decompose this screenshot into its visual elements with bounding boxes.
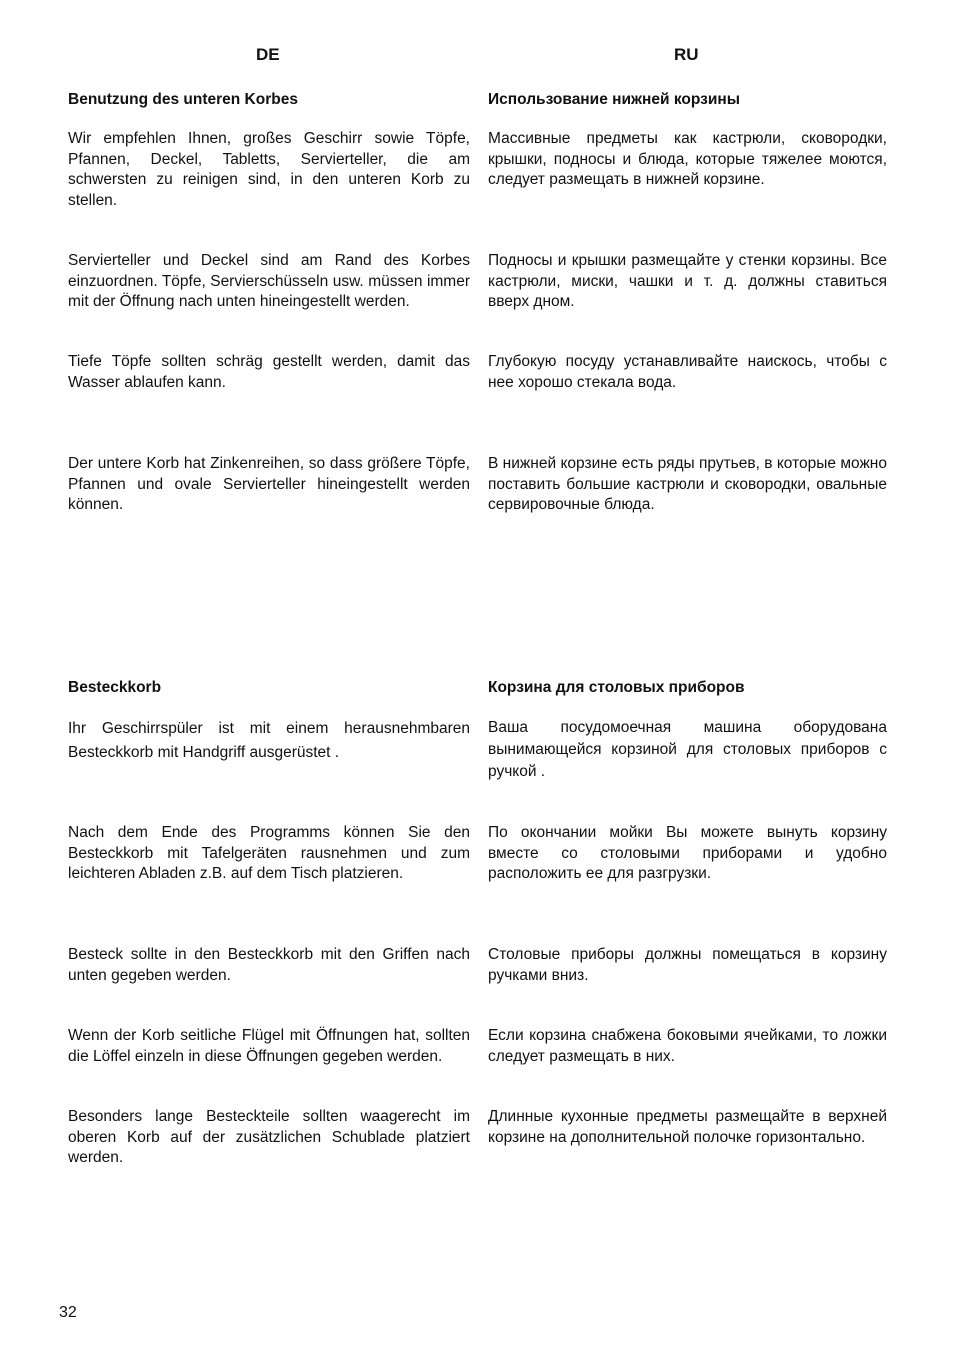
lower-basket-heading-ru: Использование нижней корзины: [488, 91, 740, 108]
lower-basket-paragraph-ru: В нижней корзине есть ряды прутьев, в которые можно поставить большие кастрюли и сковородки, овальные сервировочные блюда.: [488, 455, 887, 513]
cutlery-basket-paragraph-de: Besteck sollte in den Besteckkorb mit den Griffen nach unten gegeben werden.: [68, 946, 470, 984]
cutlery-basket-paragraph-ru: Если корзина снабжена боковыми ячейками, то ложки следует размещать в них.: [488, 1027, 887, 1065]
lower-basket-paragraph-de: Servierteller und Deckel sind am Rand des Korbes einzuordnen. Töpfe, Servierschüsseln usw. müssen immer mit der Öffnung nach unten hineingestellt werden.: [68, 252, 470, 310]
ru-language-header: RU: [674, 45, 699, 64]
cutlery-basket-paragraph-ru: Длинные кухонные предметы размещайте в верхней корзине на дополнительной полочке горизонтально.: [488, 1108, 887, 1146]
cutlery-basket-heading-ru: Корзина для столовых приборов: [488, 679, 745, 696]
lower-basket-paragraph-ru: Глубокую посуду устанавливайте наискось, чтобы с нее хорошо стекала вода.: [488, 353, 887, 391]
cutlery-basket-paragraph-de: Nach dem Ende des Programms können Sie den Besteckkorb mit Tafelgeräten rausnehmen und zum leichteren Abladen z.B. auf dem Tisch platzieren.: [68, 824, 470, 882]
lower-basket-paragraph-ru: Подносы и крышки размещайте у стенки корзины. Все кастрюли, миски, чашки и т. д. должны ставиться вверх дном.: [488, 252, 887, 310]
lower-basket-paragraph-de: Wir empfehlen Ihnen, großes Geschirr sowie Töpfe, Pfannen, Deckel, Tabletts, Servierteller, die am schwersten zu reinigen sind, in den unteren Korb zu stellen.: [68, 130, 470, 209]
page-number: 32: [59, 1304, 77, 1321]
lower-basket-paragraph-de: Tiefe Töpfe sollten schräg gestellt werden, damit das Wasser ablaufen kann.: [68, 353, 470, 391]
lower-basket-paragraph-ru: Массивные предметы как кастрюли, сковородки, крышки, подносы и блюда, которые тяжелее моются, следует размещать в нижней корзине.: [488, 130, 887, 188]
cutlery-basket-paragraph-ru: По окончании мойки Вы можете вынуть корзину вместе со столовыми приборами и удобно расположить ее для разгрузки.: [488, 824, 887, 882]
lower-basket-heading-de: Benutzung des unteren Korbes: [68, 91, 298, 108]
cutlery-basket-paragraph-de: Besonders lange Besteckteile sollten waagerecht im oberen Korb auf der zusätzlichen Schublade platziert werden.: [68, 1108, 470, 1166]
cutlery-basket-paragraph-de: Ihr Geschirrspüler ist mit einem herausnehmbaren Besteckkorb mit Handgriff ausgerüstet .: [68, 720, 470, 761]
lower-basket-paragraph-de: Der untere Korb hat Zinkenreihen, so dass größere Töpfe, Pfannen und ovale Servierteller hineingestellt werden können.: [68, 455, 470, 513]
de-language-header: DE: [256, 45, 280, 64]
cutlery-basket-paragraph-ru: Столовые приборы должны помещаться в корзину ручками вниз.: [488, 946, 887, 984]
cutlery-basket-paragraph-de: Wenn der Korb seitliche Flügel mit Öffnungen hat, sollten die Löffel einzeln in diese Öffnungen gegeben werden.: [68, 1027, 470, 1065]
cutlery-basket-heading-de: Besteckkorb: [68, 679, 162, 696]
cutlery-basket-paragraph-ru: Ваша посудомоечная машина оборудована вынимающейся корзиной для столовых приборов с ручкой .: [488, 719, 887, 780]
